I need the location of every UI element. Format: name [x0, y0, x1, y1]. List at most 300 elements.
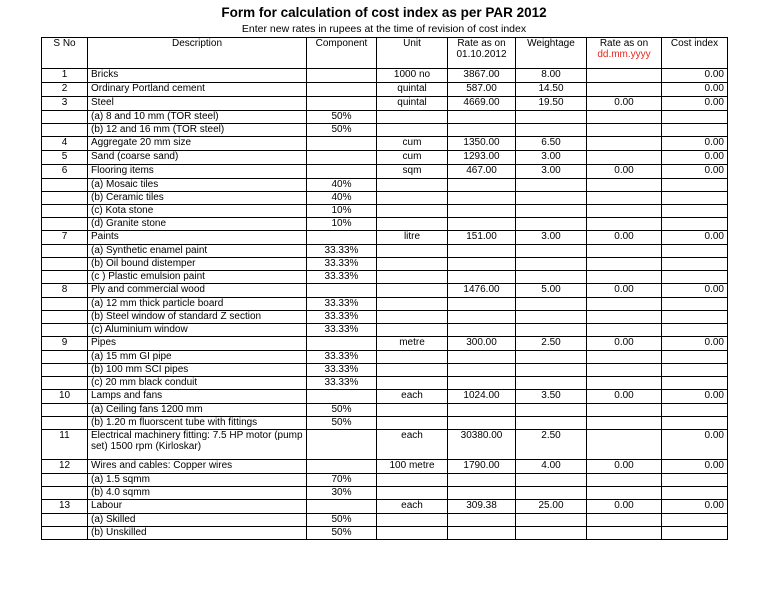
- cell-rate-old: 1024.00: [448, 390, 516, 404]
- cell-cost-index: [662, 205, 728, 218]
- cell-cost-index: [662, 258, 728, 271]
- cell-weightage: [516, 514, 587, 527]
- table-row: [42, 151, 728, 165]
- cell-weightage: 3.00: [516, 151, 587, 165]
- cell-weightage: [516, 474, 587, 487]
- cell-rate-old: 1293.00: [448, 151, 516, 165]
- table-row: [42, 165, 728, 179]
- cell-component: [307, 69, 377, 83]
- cell-rate-new[interactable]: [587, 324, 662, 337]
- cell-rate-new[interactable]: [587, 69, 662, 83]
- cell-cost-index: [662, 404, 728, 417]
- cell-rate-old: 309.38: [448, 500, 516, 514]
- cell-rate-new[interactable]: [587, 311, 662, 324]
- cell-rate-new[interactable]: 0.00: [587, 97, 662, 111]
- cell-rate-old: 30380.00: [448, 430, 516, 460]
- cell-sno: [42, 377, 88, 390]
- cell-rate-new[interactable]: [587, 258, 662, 271]
- cell-component: 10%: [307, 205, 377, 218]
- cell-sno: 11: [42, 430, 88, 460]
- cell-description: (b) Unskilled: [88, 527, 307, 540]
- table-row: [42, 192, 728, 205]
- table-row: [42, 500, 728, 514]
- cell-description: Aggregate 20 mm size: [88, 137, 307, 151]
- cell-cost-index: [662, 474, 728, 487]
- table-row: [42, 205, 728, 218]
- cell-rate-old: 1476.00: [448, 284, 516, 298]
- cell-component: [307, 460, 377, 474]
- cell-rate-old: [448, 364, 516, 377]
- cell-cost-index: 0.00: [662, 165, 728, 179]
- cell-cost-index: 0.00: [662, 83, 728, 97]
- table-row: [42, 351, 728, 364]
- cell-description: (a) Skilled: [88, 514, 307, 527]
- cell-sno: [42, 192, 88, 205]
- table-row: [42, 430, 728, 460]
- cell-rate-old: 467.00: [448, 165, 516, 179]
- cell-unit: [377, 404, 448, 417]
- cell-cost-index: 0.00: [662, 97, 728, 111]
- cell-rate-new[interactable]: 0.00: [587, 460, 662, 474]
- cell-unit: quintal: [377, 97, 448, 111]
- cell-description: (c) Aluminium window: [88, 324, 307, 337]
- cell-description: (c) 20 mm black conduit: [88, 377, 307, 390]
- cell-sno: 2: [42, 83, 88, 97]
- cell-unit: quintal: [377, 83, 448, 97]
- cell-description: (b) Ceramic tiles: [88, 192, 307, 205]
- cell-sno: 7: [42, 231, 88, 245]
- cell-rate-new[interactable]: [587, 417, 662, 430]
- cell-component: 50%: [307, 404, 377, 417]
- cell-sno: [42, 351, 88, 364]
- cell-weightage: 14.50: [516, 83, 587, 97]
- cell-unit: each: [377, 430, 448, 460]
- cell-weightage: [516, 298, 587, 311]
- table-row: [42, 298, 728, 311]
- cell-sno: [42, 311, 88, 324]
- cell-description: Lamps and fans: [88, 390, 307, 404]
- cell-weightage: [516, 487, 587, 500]
- table-row: [42, 258, 728, 271]
- cell-unit: 1000 no: [377, 69, 448, 83]
- header-rate-new: [587, 38, 662, 69]
- header-cost-index: Cost index: [662, 38, 728, 69]
- cell-cost-index: [662, 351, 728, 364]
- cell-description: Sand (coarse sand): [88, 151, 307, 165]
- cell-rate-old: 587.00: [448, 83, 516, 97]
- cell-component: 33.33%: [307, 324, 377, 337]
- cell-rate-new[interactable]: 0.00: [587, 337, 662, 351]
- cell-description: Labour: [88, 500, 307, 514]
- table-row: [42, 69, 728, 83]
- cell-cost-index: 0.00: [662, 337, 728, 351]
- cell-cost-index: [662, 192, 728, 205]
- table-row: [42, 124, 728, 137]
- cell-rate-old: [448, 245, 516, 258]
- cell-sno: [42, 487, 88, 500]
- cell-description: (c) Kota stone: [88, 205, 307, 218]
- cell-weightage: [516, 271, 587, 284]
- cell-rate-old: [448, 205, 516, 218]
- cell-cost-index: [662, 124, 728, 137]
- cell-component: 70%: [307, 474, 377, 487]
- cell-weightage: [516, 111, 587, 124]
- cell-description: (a) Synthetic enamel paint: [88, 245, 307, 258]
- cell-rate-new[interactable]: [587, 527, 662, 540]
- cell-rate-old: [448, 324, 516, 337]
- table-row: [42, 271, 728, 284]
- header-rate-new-line1: Rate as on: [599, 38, 649, 49]
- cell-rate-old: 300.00: [448, 337, 516, 351]
- cell-cost-index: [662, 364, 728, 377]
- cell-rate-old: [448, 298, 516, 311]
- table-row: [42, 404, 728, 417]
- cell-cost-index: [662, 324, 728, 337]
- table-row: [42, 311, 728, 324]
- table-row: [42, 364, 728, 377]
- table-row: [42, 474, 728, 487]
- cell-rate-new[interactable]: 0.00: [587, 284, 662, 298]
- table-row: [42, 97, 728, 111]
- cell-rate-new[interactable]: [587, 377, 662, 390]
- cell-weightage: 3.00: [516, 165, 587, 179]
- cell-sno: [42, 298, 88, 311]
- cell-unit: each: [377, 500, 448, 514]
- cell-rate-new[interactable]: [587, 137, 662, 151]
- cell-description: (a) 15 mm GI pipe: [88, 351, 307, 364]
- cell-rate-old: [448, 258, 516, 271]
- cell-rate-old: [448, 192, 516, 205]
- cell-unit: [377, 377, 448, 390]
- cell-unit: [377, 124, 448, 137]
- cell-rate-new[interactable]: 0.00: [587, 165, 662, 179]
- header-component: Component: [307, 38, 377, 69]
- cell-description: Bricks: [88, 69, 307, 83]
- cell-weightage: 3.50: [516, 390, 587, 404]
- header-rate-old: [448, 38, 516, 69]
- cell-rate-new[interactable]: [587, 271, 662, 284]
- cell-weightage: [516, 218, 587, 231]
- cell-sno: 9: [42, 337, 88, 351]
- cell-sno: [42, 417, 88, 430]
- cell-component: [307, 151, 377, 165]
- form-title: Form for calculation of cost index as per PAR 2012: [221, 5, 547, 20]
- cell-sno: 5: [42, 151, 88, 165]
- cell-cost-index: [662, 245, 728, 258]
- cell-rate-old: [448, 271, 516, 284]
- cell-unit: [377, 205, 448, 218]
- cell-sno: 13: [42, 500, 88, 514]
- cell-rate-new[interactable]: [587, 83, 662, 97]
- cell-rate-old: 151.00: [448, 231, 516, 245]
- cell-weightage: [516, 404, 587, 417]
- cell-component: [307, 137, 377, 151]
- cell-weightage: 19.50: [516, 97, 587, 111]
- cell-unit: [377, 258, 448, 271]
- cell-component: 50%: [307, 417, 377, 430]
- header-description: Description: [88, 38, 307, 69]
- cell-unit: cum: [377, 137, 448, 151]
- cell-description: (a) 12 mm thick particle board: [88, 298, 307, 311]
- cell-component: [307, 231, 377, 245]
- cell-rate-old: [448, 351, 516, 364]
- cell-unit: [377, 271, 448, 284]
- table-row: [42, 83, 728, 97]
- cell-component: 33.33%: [307, 351, 377, 364]
- cell-sno: [42, 111, 88, 124]
- table-body: [42, 69, 728, 540]
- cell-sno: [42, 474, 88, 487]
- header-sno: S No: [42, 38, 88, 69]
- cell-rate-old: [448, 111, 516, 124]
- cell-weightage: 8.00: [516, 69, 587, 83]
- cell-description: (c ) Plastic emulsion paint: [88, 271, 307, 284]
- cell-unit: [377, 474, 448, 487]
- cell-description: Wires and cables: Copper wires: [88, 460, 307, 474]
- cell-cost-index: [662, 218, 728, 231]
- cell-component: [307, 97, 377, 111]
- cell-sno: [42, 205, 88, 218]
- cell-sno: 1: [42, 69, 88, 83]
- cell-component: [307, 500, 377, 514]
- cell-unit: [377, 192, 448, 205]
- cell-rate-new[interactable]: [587, 430, 662, 460]
- cell-sno: [42, 527, 88, 540]
- table-row: [42, 111, 728, 124]
- header-rate-old-line1: Rate as on: [457, 38, 506, 49]
- cell-cost-index: 0.00: [662, 390, 728, 404]
- cell-description: (b) Oil bound distemper: [88, 258, 307, 271]
- cell-unit: metre: [377, 337, 448, 351]
- cell-rate-old: [448, 487, 516, 500]
- cell-cost-index: 0.00: [662, 460, 728, 474]
- cell-unit: cum: [377, 151, 448, 165]
- cell-cost-index: 0.00: [662, 69, 728, 83]
- cell-rate-old: [448, 377, 516, 390]
- cell-component: 50%: [307, 111, 377, 124]
- cell-weightage: [516, 417, 587, 430]
- cell-component: 33.33%: [307, 364, 377, 377]
- cell-unit: [377, 364, 448, 377]
- cell-cost-index: 0.00: [662, 231, 728, 245]
- cell-unit: [377, 245, 448, 258]
- table-row: [42, 390, 728, 404]
- cell-rate-old: [448, 404, 516, 417]
- cell-unit: 100 metre: [377, 460, 448, 474]
- cell-sno: [42, 364, 88, 377]
- cell-rate-old: [448, 417, 516, 430]
- cell-rate-new[interactable]: 0.00: [587, 390, 662, 404]
- cell-component: [307, 165, 377, 179]
- cell-rate-old: [448, 514, 516, 527]
- cell-weightage: 25.00: [516, 500, 587, 514]
- cell-rate-new[interactable]: 0.00: [587, 500, 662, 514]
- cell-rate-new[interactable]: [587, 151, 662, 165]
- cell-rate-new[interactable]: [587, 205, 662, 218]
- cell-sno: [42, 179, 88, 192]
- cell-rate-new[interactable]: [587, 514, 662, 527]
- cell-component: [307, 430, 377, 460]
- cell-rate-new[interactable]: [587, 218, 662, 231]
- cell-sno: [42, 218, 88, 231]
- table-row: [42, 337, 728, 351]
- cell-cost-index: [662, 111, 728, 124]
- cell-sno: 4: [42, 137, 88, 151]
- cell-component: [307, 390, 377, 404]
- table-row: [42, 324, 728, 337]
- cell-weightage: [516, 192, 587, 205]
- table-row: [42, 514, 728, 527]
- cell-component: 33.33%: [307, 245, 377, 258]
- cell-rate-old: [448, 179, 516, 192]
- header-rate-new-date-placeholder: dd.mm.yyyy: [597, 49, 651, 60]
- cell-component: 33.33%: [307, 311, 377, 324]
- cell-unit: [377, 417, 448, 430]
- cell-rate-new[interactable]: [587, 245, 662, 258]
- cell-component: 50%: [307, 514, 377, 527]
- cell-cost-index: 0.00: [662, 137, 728, 151]
- cell-description: (a) 8 and 10 mm (TOR steel): [88, 111, 307, 124]
- cell-component: 40%: [307, 192, 377, 205]
- cell-weightage: [516, 311, 587, 324]
- cell-component: [307, 337, 377, 351]
- cell-cost-index: [662, 417, 728, 430]
- cell-rate-old: 4669.00: [448, 97, 516, 111]
- cell-description: (b) 1.20 m fluorscent tube with fittings: [88, 417, 307, 430]
- cell-weightage: 5.00: [516, 284, 587, 298]
- form-subtitle: Enter new rates in rupees at the time of revision of cost index: [241, 23, 527, 35]
- cell-rate-new[interactable]: [587, 111, 662, 124]
- cell-cost-index: [662, 514, 728, 527]
- cell-sno: [42, 404, 88, 417]
- cell-rate-new[interactable]: [587, 179, 662, 192]
- cell-description: Flooring items: [88, 165, 307, 179]
- cell-component: 33.33%: [307, 298, 377, 311]
- cell-rate-new[interactable]: 0.00: [587, 231, 662, 245]
- cell-sno: 12: [42, 460, 88, 474]
- cell-weightage: [516, 258, 587, 271]
- cell-rate-old: [448, 124, 516, 137]
- cell-sno: 3: [42, 97, 88, 111]
- cell-description: Paints: [88, 231, 307, 245]
- cell-component: 50%: [307, 124, 377, 137]
- cell-sno: [42, 258, 88, 271]
- cell-rate-new[interactable]: [587, 192, 662, 205]
- table-row: [42, 245, 728, 258]
- header-rate-old-line2: 01.10.2012: [456, 49, 507, 60]
- cell-rate-old: [448, 474, 516, 487]
- cell-unit: [377, 111, 448, 124]
- cell-cost-index: [662, 271, 728, 284]
- table-row: [42, 231, 728, 245]
- cell-sno: [42, 124, 88, 137]
- cost-index-table: [41, 37, 728, 540]
- table-row: [42, 527, 728, 540]
- cell-sno: 8: [42, 284, 88, 298]
- cell-description: (b) Steel window of standard Z section: [88, 311, 307, 324]
- table-row: [42, 284, 728, 298]
- cell-unit: litre: [377, 231, 448, 245]
- cell-description: (d) Granite stone: [88, 218, 307, 231]
- cell-rate-old: 3867.00: [448, 69, 516, 83]
- cell-cost-index: [662, 527, 728, 540]
- cell-weightage: [516, 364, 587, 377]
- cell-component: 10%: [307, 218, 377, 231]
- table-row: [42, 218, 728, 231]
- cell-rate-new[interactable]: [587, 351, 662, 364]
- cell-weightage: 3.00: [516, 231, 587, 245]
- cell-sno: [42, 324, 88, 337]
- cell-weightage: [516, 377, 587, 390]
- cell-rate-new[interactable]: [587, 364, 662, 377]
- cell-unit: each: [377, 390, 448, 404]
- cell-component: 40%: [307, 179, 377, 192]
- header-unit: Unit: [377, 38, 448, 69]
- cell-sno: [42, 271, 88, 284]
- cell-cost-index: 0.00: [662, 500, 728, 514]
- cell-description: (a) 1.5 sqmm: [88, 474, 307, 487]
- cell-sno: [42, 514, 88, 527]
- table-row: [42, 179, 728, 192]
- cell-component: 30%: [307, 487, 377, 500]
- cell-cost-index: 0.00: [662, 151, 728, 165]
- header-weightage: Weightage: [516, 38, 587, 69]
- table-row: [42, 487, 728, 500]
- cell-cost-index: 0.00: [662, 430, 728, 460]
- cell-unit: [377, 284, 448, 298]
- cell-rate-old: [448, 527, 516, 540]
- cell-unit: [377, 298, 448, 311]
- cell-weightage: [516, 351, 587, 364]
- cell-weightage: [516, 179, 587, 192]
- cell-rate-new[interactable]: [587, 487, 662, 500]
- cell-rate-old: 1790.00: [448, 460, 516, 474]
- cell-weightage: [516, 324, 587, 337]
- cell-unit: [377, 324, 448, 337]
- cell-weightage: [516, 245, 587, 258]
- cell-component: 33.33%: [307, 271, 377, 284]
- cell-cost-index: [662, 311, 728, 324]
- table-header-row: [42, 38, 728, 69]
- cell-component: 33.33%: [307, 258, 377, 271]
- table-row: [42, 417, 728, 430]
- cell-unit: [377, 487, 448, 500]
- cell-description: Steel: [88, 97, 307, 111]
- cell-cost-index: [662, 179, 728, 192]
- cell-unit: [377, 311, 448, 324]
- cell-description: Electrical machinery fitting: 7.5 HP motor (pump set) 1500 rpm (Kirloskar): [88, 430, 307, 460]
- cell-unit: [377, 179, 448, 192]
- cell-rate-new[interactable]: [587, 474, 662, 487]
- cell-unit: [377, 351, 448, 364]
- cell-rate-old: 1350.00: [448, 137, 516, 151]
- cell-weightage: 2.50: [516, 430, 587, 460]
- cell-rate-new[interactable]: [587, 124, 662, 137]
- cell-unit: sqm: [377, 165, 448, 179]
- cell-cost-index: [662, 487, 728, 500]
- cell-weightage: [516, 124, 587, 137]
- cell-rate-new[interactable]: [587, 404, 662, 417]
- cell-description: Pipes: [88, 337, 307, 351]
- cell-cost-index: [662, 377, 728, 390]
- cell-unit: [377, 514, 448, 527]
- cell-description: (a) Mosaic tiles: [88, 179, 307, 192]
- cell-component: 50%: [307, 527, 377, 540]
- cell-weightage: 6.50: [516, 137, 587, 151]
- cell-component: [307, 284, 377, 298]
- cell-rate-new[interactable]: [587, 298, 662, 311]
- table-row: [42, 460, 728, 474]
